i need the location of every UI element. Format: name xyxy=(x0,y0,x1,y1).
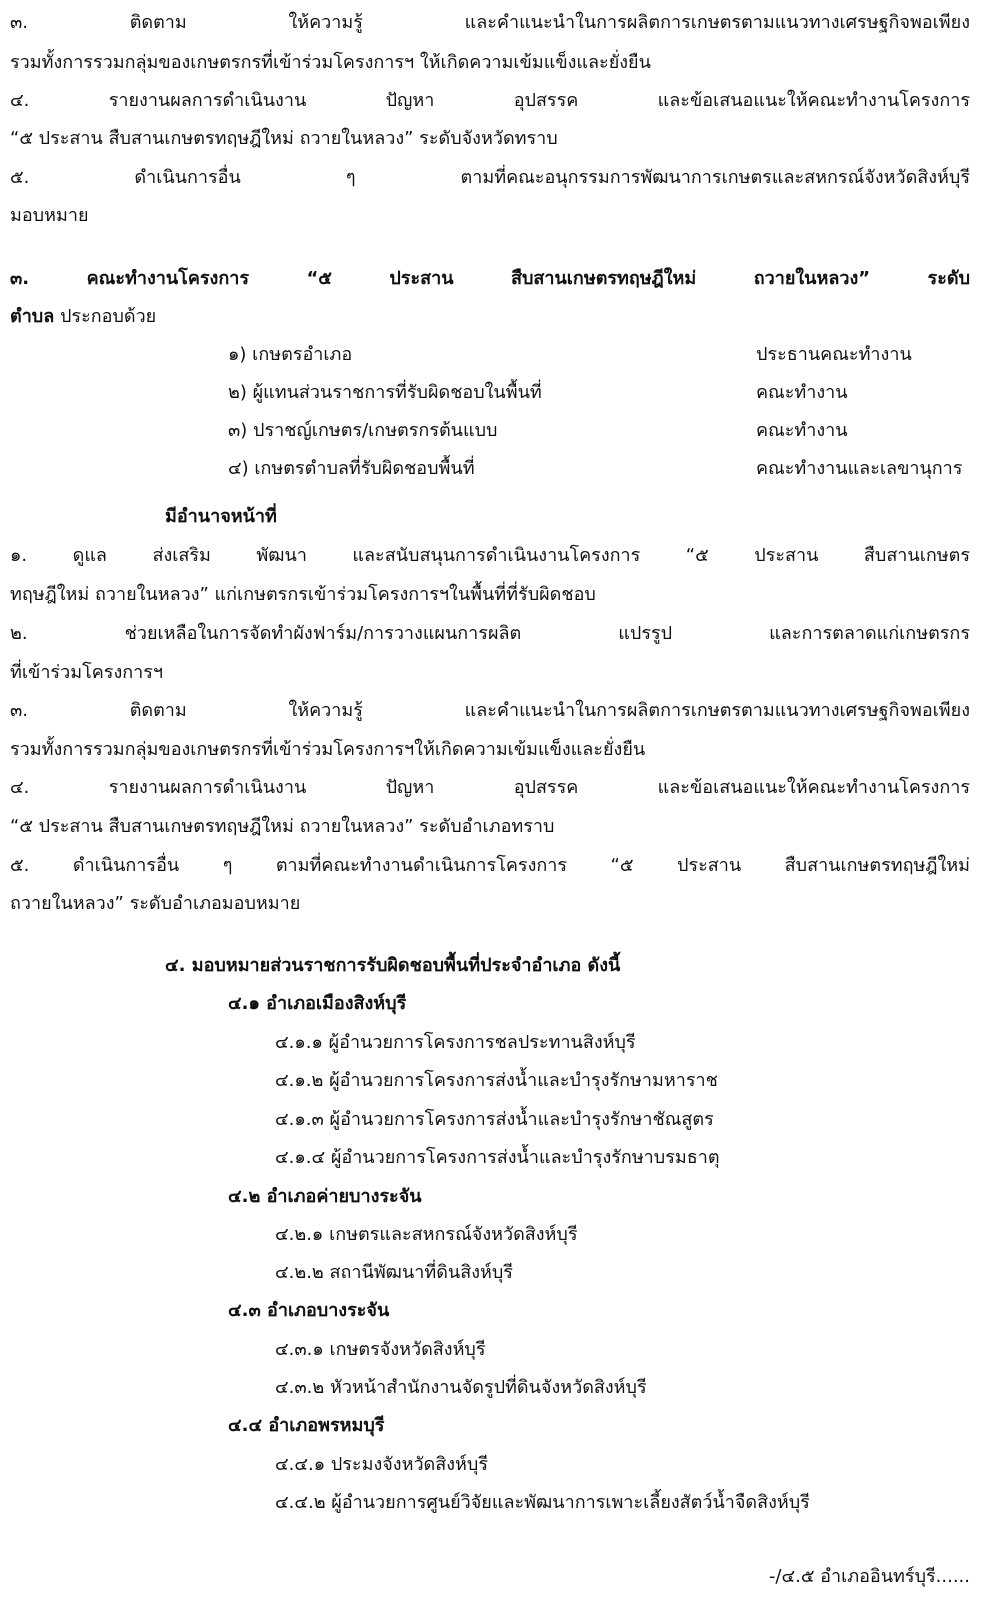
duty-5-line1: ๕. ดำเนินการอื่น ๆ ตามที่คณะอนุกรรมการพัฒนาการเกษตรและสหกรณ์จังหวัดสิงห์บุรี xyxy=(10,167,970,188)
s3-duty-1-line2: ทฤษฎีใหม่ ถวายในหลวง” แก่เกษตรกรเข้าร่วมโครงการฯในพื้นที่ที่รับผิดชอบ xyxy=(10,584,596,605)
duty-3-line1: ๓. ติดตาม ให้ความรู้ และคำแนะนำในการผลิตการเกษตรตามแนวทางเศรษฐกิจพอเพียง xyxy=(10,12,970,33)
member-role: คณะทำงานและเลขานุการ xyxy=(756,458,963,479)
district-item: ๔.๑.๒ ผู้อำนวยการโครงการส่งน้ำและบำรุงรักษามหาราช xyxy=(275,1070,718,1091)
district-item: ๔.๓.๒ หัวหน้าสำนักงานจัดรูปที่ดินจังหวัดสิงห์บุรี xyxy=(275,1377,647,1398)
district-item: ๔.๑.๑ ผู้อำนวยการโครงการชลประทานสิงห์บุรี xyxy=(275,1032,636,1053)
member-role: ประธานคณะทำงาน xyxy=(756,344,912,365)
duty-4-line2: “๕ ประสาน สืบสานเกษตรทฤษฎีใหม่ ถวายในหลวง” ระดับจังหวัดทราบ xyxy=(10,128,558,149)
level-label: ตำบล xyxy=(10,306,55,327)
district-title: ๔.๑ อำเภอเมืองสิงห์บุรี xyxy=(228,993,407,1014)
district-item: ๔.๔.๑ ประมงจังหวัดสิงห์บุรี xyxy=(275,1454,488,1475)
duties-heading: มีอำนาจหน้าที่ xyxy=(165,506,277,527)
duty-4-line1: ๔. รายงานผลการดำเนินงาน ปัญหา อุปสรรค และข้อเสนอแนะให้คณะทำงานโครงการ xyxy=(10,90,970,111)
s3-duty-3-line1: ๓. ติดตาม ให้ความรู้ และคำแนะนำในการผลิตการเกษตรตามแนวทางเศรษฐกิจพอเพียง xyxy=(10,700,970,721)
section-3-heading-cont xyxy=(10,306,156,328)
district-title: ๔.๒ อำเภอค่ายบางระจัน xyxy=(228,1186,422,1207)
s3-duty-2-line1: ๒. ช่วยเหลือในการจัดทำผังฟาร์ม/การวางแผนการผลิต แปรรูป และการตลาดแก่เกษตรกร xyxy=(10,623,970,644)
district-item: ๔.๒.๒ สถานีพัฒนาที่ดินสิงห์บุรี xyxy=(275,1262,513,1283)
s3-duty-1-line1: ๑. ดูแล ส่งเสริม พัฒนา และสนับสนุนการดำเนินงานโครงการ “๕ ประสาน สืบสานเกษตร xyxy=(10,545,970,566)
member-role: คณะทำงาน xyxy=(756,382,848,403)
s3-duty-3-line2: รวมทั้งการรวมกลุ่มของเกษตรกรที่เข้าร่วมโครงการฯให้เกิดความเข้มแข็งและยั่งยืน xyxy=(10,739,646,760)
district-item: ๔.๒.๑ เกษตรและสหกรณ์จังหวัดสิงห์บุรี xyxy=(275,1224,578,1245)
duty-5-line2: มอบหมาย xyxy=(10,205,89,226)
member-role: คณะทำงาน xyxy=(756,420,848,441)
district-item: ๔.๓.๑ เกษตรจังหวัดสิงห์บุรี xyxy=(275,1339,486,1360)
section-4-heading: ๔. มอบหมายส่วนราชการรับผิดชอบพื้นที่ประจำอำเภอ ดังนี้ xyxy=(165,955,621,976)
duty-3-line2: รวมทั้งการรวมกลุ่มของเกษตรกรที่เข้าร่วมโครงการฯ ให้เกิดความเข้มแข็งและยั่งยืน xyxy=(10,52,651,73)
district-item: ๔.๑.๓ ผู้อำนวยการโครงการส่งน้ำและบำรุงรักษาชัณสูตร xyxy=(275,1109,714,1130)
member-name: ๑) เกษตรอำเภอ xyxy=(228,344,353,365)
section-3-heading: ๓. คณะทำงานโครงการ “๕ ประสาน สืบสานเกษตรทฤษฎีใหม่ ถวายในหลวง” ระดับ xyxy=(10,268,970,289)
s3-duty-5-line2: ถวายในหลวง” ระดับอำเภอมอบหมาย xyxy=(10,893,301,914)
district-title: ๔.๓ อำเภอบางระจัน xyxy=(228,1300,390,1321)
s3-duty-4-line1: ๔. รายงานผลการดำเนินงาน ปัญหา อุปสรรค และข้อเสนอแนะให้คณะทำงานโครงการ xyxy=(10,777,970,798)
district-item: ๔.๔.๒ ผู้อำนวยการศูนย์วิจัยและพัฒนาการเพาะเลี้ยงสัตว์น้ำจืดสิงห์บุรี xyxy=(275,1492,810,1513)
member-name: ๒) ผู้แทนส่วนราชการที่รับผิดชอบในพื้นที่ xyxy=(228,382,542,403)
s3-duty-5-line1: ๕. ดำเนินการอื่น ๆ ตามที่คณะทำงานดำเนินการโครงการ “๕ ประสาน สืบสานเกษตรทฤษฎีใหม่ xyxy=(10,855,970,876)
s3-duty-4-line2: “๕ ประสาน สืบสานเกษตรทฤษฎีใหม่ ถวายในหลวง” ระดับอำเภอทราบ xyxy=(10,816,555,837)
member-name: ๔) เกษตรตำบลที่รับผิดชอบพื้นที่ xyxy=(228,458,475,479)
district-title: ๔.๔ อำเภอพรหมบุรี xyxy=(228,1415,385,1436)
composed-of-label: ประกอบด้วย xyxy=(54,306,157,327)
s3-duty-2-line2: ที่เข้าร่วมโครงการฯ xyxy=(10,662,164,683)
continuation-note: -/๔.๕ อำเภออินทร์บุรี...... xyxy=(768,1566,970,1587)
member-name: ๓) ปราชญ์เกษตร/เกษตรกรต้นแบบ xyxy=(228,420,498,441)
district-item: ๔.๑.๔ ผู้อำนวยการโครงการส่งน้ำและบำรุงรักษาบรมธาตุ xyxy=(275,1147,720,1168)
